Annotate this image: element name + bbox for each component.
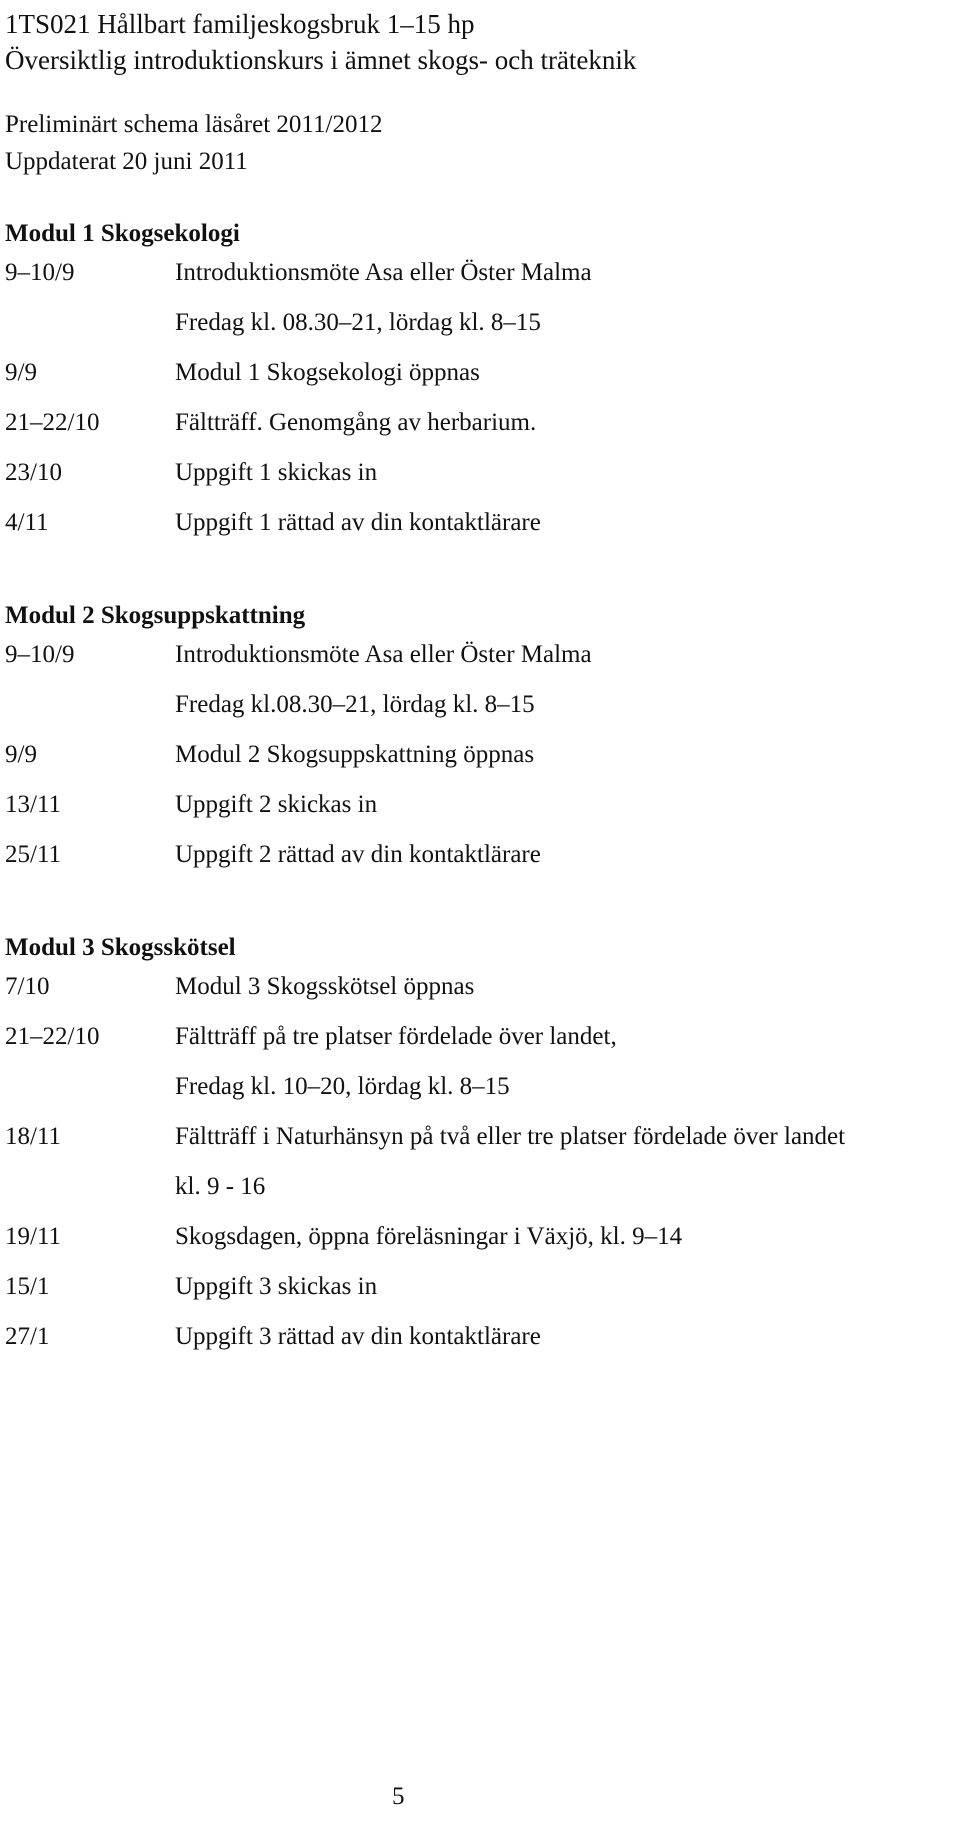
schedule-row (5, 830, 955, 880)
schedule-row (5, 630, 955, 680)
row-date: 7/10 (5, 973, 50, 1000)
row-date: 19/11 (5, 1223, 62, 1250)
row-text: Introduktionsmöte Asa eller Öster Malma (175, 259, 592, 286)
schedule-row (5, 1062, 955, 1112)
row-date: 4/11 (5, 509, 49, 536)
module-heading: Modul 3 Skogsskötsel (5, 934, 236, 961)
row-text: Fredag kl. 08.30–21, lördag kl. 8–15 (175, 309, 541, 336)
row-text: Modul 3 Skogsskötsel öppnas (175, 973, 475, 1000)
row-date: 9/9 (5, 741, 37, 768)
row-date: 21–22/10 (5, 409, 100, 436)
schedule-row (5, 730, 955, 780)
row-text: Uppgift 1 skickas in (175, 459, 378, 486)
schedule-row (5, 962, 955, 1012)
schedule-row (5, 448, 955, 498)
schedule-row (5, 1212, 955, 1262)
course-title: 1TS021 Hållbart familjeskogsbruk 1–15 hp (5, 9, 475, 39)
row-text: Uppgift 3 rättad av din kontaktlärare (175, 1323, 541, 1350)
schedule-row (5, 348, 955, 398)
schedule-row (5, 1162, 955, 1212)
row-text: Fältträff. Genomgång av herbarium. (175, 409, 537, 436)
row-date: 18/11 (5, 1123, 62, 1150)
schedule-row (5, 248, 955, 298)
schedule-row (5, 298, 955, 348)
row-text: Fältträff i Naturhänsyn på två eller tre platser fördelade över landet (175, 1123, 846, 1150)
module-3 (5, 930, 955, 1362)
row-date: 9–10/9 (5, 259, 75, 286)
schedule-row (5, 398, 955, 448)
schedule-row (5, 1262, 955, 1312)
schedule-meta (5, 106, 955, 180)
row-text: Uppgift 3 skickas in (175, 1273, 378, 1300)
module-2 (5, 598, 955, 880)
schedule-row (5, 498, 955, 548)
row-text: Introduktionsmöte Asa eller Öster Malma (175, 641, 592, 668)
row-date: 23/10 (5, 459, 62, 486)
row-date: 9/9 (5, 359, 37, 386)
document-page (5, 0, 955, 1362)
row-text: Fredag kl.08.30–21, lördag kl. 8–15 (175, 691, 535, 718)
row-text: Skogsdagen, öppna föreläsningar i Växjö, kl. 9–14 (175, 1223, 683, 1250)
row-date: 25/11 (5, 841, 62, 868)
schedule-title: Preliminärt schema läsåret 2011/2012 (5, 111, 383, 138)
updated-date: Uppdaterat 20 juni 2011 (5, 148, 248, 175)
schedule-row (5, 1112, 955, 1162)
schedule-row (5, 1012, 955, 1062)
row-date: 27/1 (5, 1323, 50, 1350)
schedule-row (5, 1312, 955, 1362)
row-text: Modul 2 Skogsuppskattning öppnas (175, 741, 535, 768)
row-date: 21–22/10 (5, 1023, 100, 1050)
schedule-row (5, 680, 955, 730)
row-text: Fältträff på tre platser fördelade över landet, (175, 1023, 617, 1050)
module-heading: Modul 1 Skogsekologi (5, 220, 240, 247)
row-date: 9–10/9 (5, 641, 75, 668)
page-number: 5 (392, 1783, 405, 1810)
row-text: Uppgift 2 rättad av din kontaktlärare (175, 841, 541, 868)
row-text: Uppgift 1 rättad av din kontaktlärare (175, 509, 541, 536)
row-text: Modul 1 Skogsekologi öppnas (175, 359, 480, 386)
row-text: Fredag kl. 10–20, lördag kl. 8–15 (175, 1073, 510, 1100)
row-text: Uppgift 2 skickas in (175, 791, 378, 818)
row-date: 15/1 (5, 1273, 50, 1300)
row-date: 13/11 (5, 791, 62, 818)
module-1 (5, 216, 955, 548)
module-heading: Modul 2 Skogsuppskattning (5, 602, 306, 629)
row-text: kl. 9 - 16 (175, 1173, 266, 1200)
course-subtitle: Översiktlig introduktionskurs i ämnet skogs- och träteknik (5, 45, 637, 75)
schedule-row (5, 780, 955, 830)
